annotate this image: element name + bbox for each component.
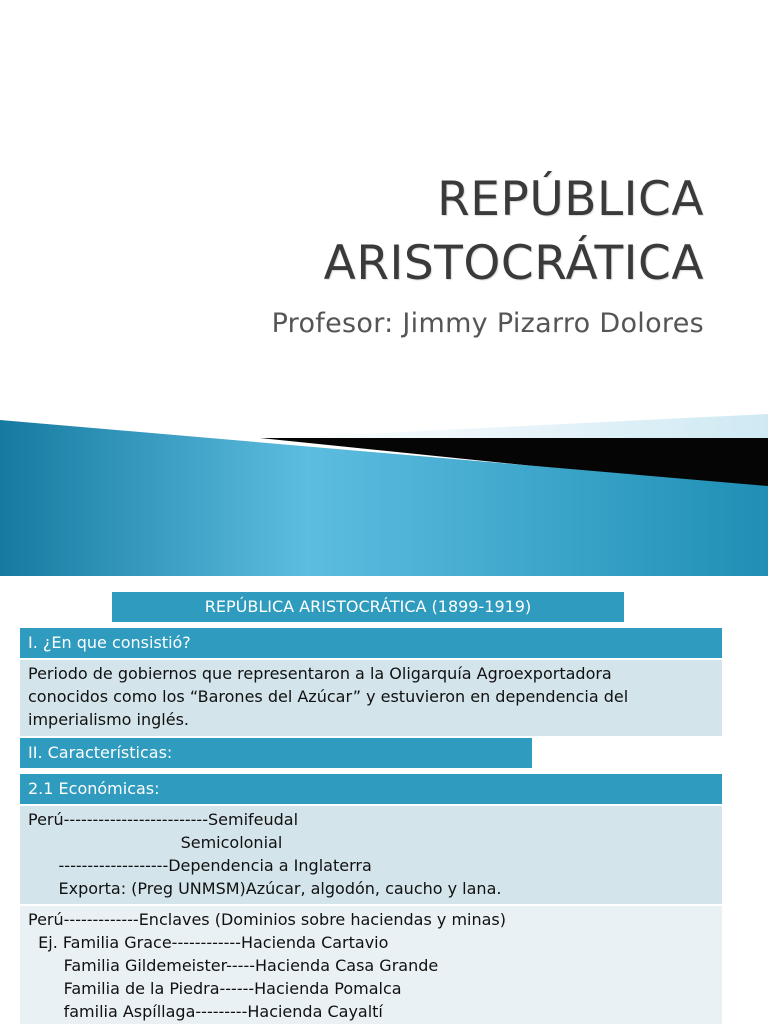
- economic-line-2: Semicolonial: [28, 833, 283, 852]
- decorative-banner: [0, 400, 768, 576]
- section1-body: [20, 660, 722, 736]
- enclave-line-1: Perú-------------Enclaves (Dominios sobre haciendas y minas): [28, 910, 507, 929]
- section2-header: II. Características:: [20, 738, 532, 768]
- banner-pale-stripe: [280, 414, 768, 442]
- enclave-line-3: Familia Gildemeister-----Hacienda Casa Grande: [28, 956, 439, 975]
- enclave-line-5: familia Aspíllaga---------Hacienda Cayaltí: [28, 1002, 383, 1021]
- enclave-line-2: Ej. Familia Grace------------Hacienda Cartavio: [28, 933, 389, 952]
- content-slide: [0, 576, 768, 1024]
- title-line-2: ARISTOCRÁTICA: [323, 236, 704, 291]
- enclave-panel: [20, 906, 722, 1024]
- slide-subtitle: Profesor: Jimmy Pizarro Dolores: [271, 308, 704, 339]
- title-line-1: REPÚBLICA: [437, 172, 704, 227]
- section1-header: I. ¿En que consistió?: [20, 628, 722, 658]
- economic-panel: [20, 806, 722, 904]
- section1-line-3: imperialismo inglés.: [28, 710, 189, 729]
- enclave-line-4: Familia de la Piedra------Hacienda Pomalca: [28, 979, 402, 998]
- economic-line-1: Perú-------------------------Semifeudal: [28, 810, 299, 829]
- main-header: REPÚBLICA ARISTOCRÁTICA (1899-1919): [112, 592, 624, 622]
- economic-line-3: -------------------Dependencia a Inglaterra: [28, 856, 372, 875]
- slide-title: [324, 168, 704, 296]
- section1-line-2: conocidos como los “Barones del Azúcar” y estuvieron en dependencia del: [28, 687, 629, 706]
- section1-line-1: Periodo de gobiernos que representaron a la Oligarquía Agroexportadora: [28, 664, 612, 683]
- economic-line-4: Exporta: (Preg UNMSM)Azúcar, algodón, caucho y lana.: [28, 879, 502, 898]
- section21-header: 2.1 Económicas:: [20, 774, 722, 804]
